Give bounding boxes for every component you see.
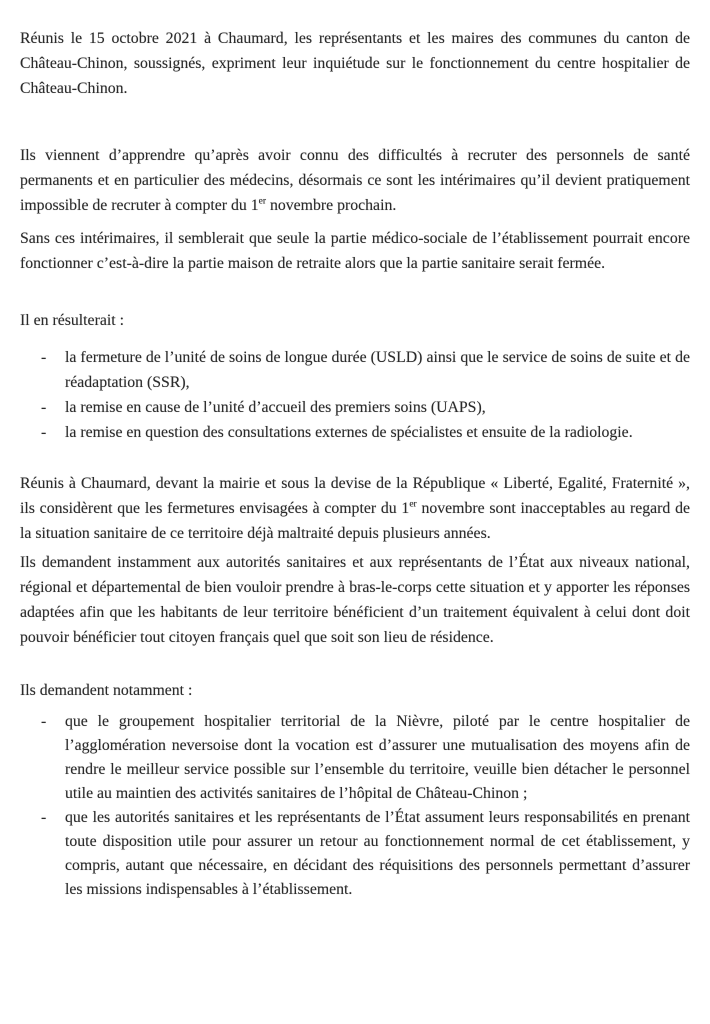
ordinal-superscript: er [258, 196, 267, 207]
demands-heading: Ils demandent notamment : [20, 682, 193, 699]
paragraph-recruitment [20, 143, 690, 218]
paragraph-segment: novembre sont inacceptables au regard de la situation sanitaire de ce territoire déjà maltraité depuis plusieurs années. [20, 500, 690, 542]
paragraph-meeting-intro: Réunis le 15 octobre 2021 à Chaumard, les représentants et les maires des communes du canton de Château-Chinon, soussignés, expriment leur inquiétude sur le fonctionnement du centre hospitalier de Château-Chinon. [20, 30, 690, 97]
bullet-dash: - [41, 424, 47, 441]
bullet-dash: - [41, 809, 47, 826]
paragraph-demande-instamment: Ils demandent instamment aux autorités sanitaires et aux représentants de l’État aux niveaux national, régional et départemental de bien vouloir prendre à bras-le-corps cette situation et y apporter les réponses adaptées afin que les habitants de leur territoire bénéficient d’un traitement équivalent à celui dont doit pouvoir bénéficier tout citoyen français quel que soit son lieu de résidence. [20, 554, 690, 646]
paragraph-segment: Ils viennent d’apprendre qu’après avoir connu des difficultés à recruter des personnels de santé permanents et en particulier des médecins, désormais ce sont les intérimaires qu’il devient pratiquement impossible de recruter à compter du 1 [20, 147, 690, 214]
consequences-list [20, 345, 690, 445]
list-item-text: la remise en question des consultations externes de spécialistes et ensuite de la radiologie. [65, 424, 633, 441]
list-item-text: que le groupement hospitalier territorial de la Nièvre, piloté par le centre hospitalier de l’agglomération neversoise dont la vocation est d’assurer une mutualisation des moyens afin de rendre le meilleur service possible sur l’ensemble du territoire, veuille bien détacher le personnel utile au maintien des activités sanitaires de l’hôpital de Château-Chinon ; [65, 713, 690, 802]
list-item-text: que les autorités sanitaires et les représentants de l’État assument leurs responsabilités en prenant toute disposition utile pour assurer un retour au fonctionnement normal de cet établissement, y compris, autant que nécessaire, en décidant des réquisitions des personnels permettant d’assurer les missions indispensables à l’établissement. [65, 809, 690, 898]
demands-list [20, 710, 690, 902]
paragraph-segment: Réunis à Chaumard, devant la mairie et sous la devise de la République « Liberté, Egalité, Fraternité », ils considèrent que les fermetures envisagées à compter du 1 [20, 475, 690, 517]
bullet-dash: - [41, 713, 47, 730]
bullet-dash: - [41, 349, 47, 366]
paragraph-segment: novembre prochain. [266, 197, 397, 214]
bullet-dash: - [41, 399, 47, 416]
list-item-text: la remise en cause de l’unité d’accueil des premiers soins (UAPS), [65, 399, 486, 416]
paragraph-without-interims: Sans ces intérimaires, il semblerait que seule la partie médico-sociale de l’établissement pourrait encore fonctionner c’est-à-dire la partie maison de retraite alors que la partie sanitaire serait fermée. [20, 230, 690, 272]
list-item [20, 710, 690, 806]
ordinal-superscript: er [409, 499, 417, 510]
list-item [20, 395, 690, 420]
list-item [20, 806, 690, 902]
consequences-heading: Il en résulterait : [20, 312, 124, 329]
list-item-text: la fermeture de l’unité de soins de longue durée (USLD) ainsi que le service de soins de suite et de réadaptation (SSR), [65, 349, 690, 391]
list-item [20, 420, 690, 445]
paragraph-chaumard-devise [20, 471, 690, 546]
list-item [20, 345, 690, 395]
